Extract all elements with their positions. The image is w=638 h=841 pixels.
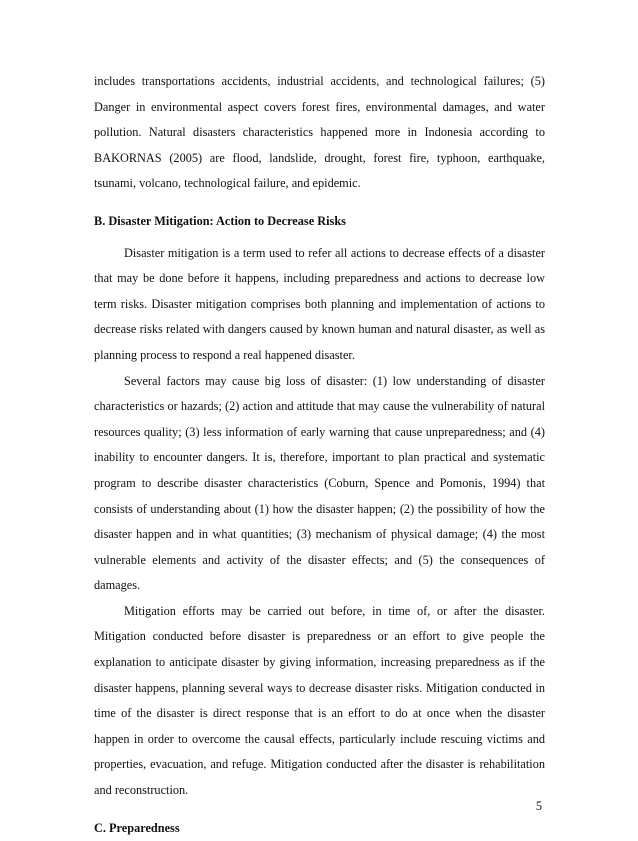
section-b-heading: B. Disaster Mitigation: Action to Decrease Risks — [94, 213, 346, 228]
section-b-paragraph-1: Disaster mitigation is a term used to refer all actions to decrease effects of a disaster that may be done before it happens, including preparedness and actions to decrease low term risks. Disaster mitigation comprises both planning and implementation of actions to decrease risks related with dangers caused by known human and natural disaster, as well as planning process to respond a real happened disaster. — [94, 245, 545, 362]
section-b-paragraph-3: Mitigation efforts may be carried out before, in time of, or after the disaster. Mitigation conducted before disaster is preparedness or an effort to give people the explanation to anticipate disaster by giving information, increasing preparedness as if the disaster happens, planning several ways to decrease disaster risks. Mitigation conducted in time of the disaster is direct response that is an effort to do at once when the disaster happen in order to overcome the causal effects, particularly include rescuing victims and properties, evacuation, and refuge. Mitigation conducted after the disaster is rehabilitation and reconstruction. — [94, 603, 545, 798]
intro-paragraph: includes transportations accidents, industrial accidents, and technological failures; (5) Danger in environmental aspect covers forest fires, environmental damages, and water pollution. Natural disasters characteristics happened more in Indonesia according to BAKORNAS (2005) are flood, landslide, drought, forest fire, typhoon, earthquake, tsunami, volcano, technological failure, and epidemic. — [94, 74, 545, 191]
section-c-heading: C. Preparedness — [94, 820, 180, 835]
section-b-paragraph-2: Several factors may cause big loss of disaster: (1) low understanding of disaster characteristics or hazards; (2) action and attitude that may cause the vulnerability of natural resources quality; (3) less information of early warning that cause unpreparedness; and (4) inability to encounter dangers. It is, therefore, important to plan practical and systematic program to describe disaster characteristics (Coburn, Spence and Pomonis, 1994) that consists of understanding about (1) how the disaster happen; (2) the possibility of how the disaster happen and in what quantities; (3) mechanism of physical damage; (4) the most vulnerable elements and activity of the disaster effects; and (5) the consequences of damages. — [94, 373, 545, 593]
page-number: 5 — [535, 799, 542, 813]
page-content — [94, 69, 545, 841]
section-gap — [94, 197, 545, 209]
section-gap — [94, 804, 545, 816]
